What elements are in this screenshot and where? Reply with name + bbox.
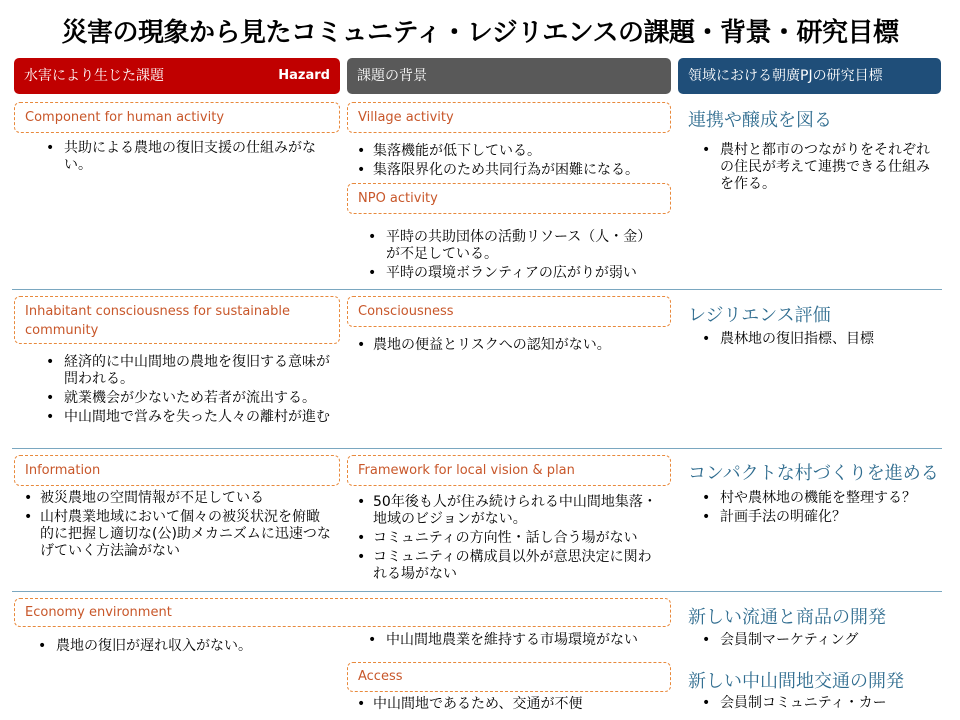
header-goals-label: 領域における朝廣PJの研究目標 (688, 68, 883, 84)
list-item: • 農地の復旧が遅れ収入がない。 (30, 638, 330, 655)
list-item: • 50年後も人が住み続けられる中山間地集落・地域のビジョンがない。 (355, 494, 663, 528)
list-item: • 平時の共助団体の活動リソース（人・金）が不足している。 (360, 229, 660, 263)
list-item: • 中山間地であるため、交通が不便 (355, 696, 670, 713)
label-component: Component for human activity (14, 102, 340, 133)
row4-col1-list (30, 638, 330, 657)
label-village-activity: Village activity (347, 102, 671, 133)
list-item: • 村や農林地の機能を整理する？ (694, 490, 939, 507)
list-item: • コミュニティの構成員以外が意思決定に関われる場がない (355, 549, 663, 583)
goal-resilience-evaluation: レジリエンス評価 (688, 305, 831, 326)
row-separator (12, 448, 942, 449)
goal-compact-village: コンパクトな村づくりを進める (688, 463, 939, 484)
row-separator (12, 289, 942, 290)
list-item: • 農地の便益とリスクへの認知がない。 (355, 337, 670, 354)
row1-col1-list (38, 140, 333, 176)
header-goals (678, 58, 941, 94)
page-title: 災害の現象から見たコミュニティ・レジリエンスの課題・背景・研究目標 (61, 18, 899, 48)
row3-col1-list (22, 490, 332, 562)
row2-goal-list (694, 331, 939, 350)
label-economy-environment: Economy environment (14, 598, 671, 627)
goal-new-distribution: 新しい流通と商品の開発 (688, 607, 886, 628)
row-separator (12, 591, 942, 592)
list-item: • 集落限界化のため共同行為が困難になる。 (355, 162, 670, 179)
list-item: • 経済的に中山間地の農地を復旧する意味が問われる。 (38, 354, 336, 388)
row1-goal-list (694, 142, 939, 195)
list-item: • 計画手法の明確化？ (694, 509, 939, 526)
row1-col2b-list (360, 229, 660, 284)
row4-goal-list (694, 632, 939, 651)
goal-cooperation: 連携や醸成を図る (688, 110, 832, 131)
row4-col2-list (360, 632, 670, 651)
row3-goal-list (694, 490, 939, 528)
label-inhabitant-consciousness: Inhabitant consciousness for sustainable community (14, 296, 340, 344)
list-item: • 中山間地農業を維持する市場環境がない (360, 632, 670, 649)
hazard-tag: Hazard (278, 68, 330, 83)
label-consciousness: Consciousness (347, 296, 671, 327)
list-item: • 平時の環境ボランティアの広がりが弱い (360, 265, 660, 282)
list-item: • 会員制マーケティング (694, 632, 939, 649)
list-item: • コミュニティの方向性・話し合う場がない (355, 530, 663, 547)
row4-goal2-list (694, 695, 939, 714)
list-item: • 集落機能が低下している。 (355, 143, 670, 160)
list-item: • 会員制コミュニティ・カー (694, 695, 939, 712)
list-item: • 農村と都市のつながりをそれぞれの住民が考えて連携できる仕組みを作る。 (694, 142, 939, 193)
row2-col2-list (355, 337, 670, 356)
row2-col1-list (38, 354, 336, 428)
header-hazard-label: 水害により生じた課題 (24, 68, 164, 84)
label-npo-activity: NPO activity (347, 183, 671, 214)
list-item: • 共助による農地の復旧支援の仕組みがない。 (38, 140, 333, 174)
label-information: Information (14, 455, 340, 486)
list-item: • 中山間地で営みを失った人々の離村が進む (38, 409, 336, 426)
list-item: • 被災農地の空間情報が不足している (22, 490, 332, 507)
header-background-label: 課題の背景 (357, 68, 427, 84)
row1-col2-list (355, 143, 670, 181)
row4-col2b-list (355, 696, 670, 715)
header-hazard (14, 58, 340, 94)
goal-new-transport: 新しい中山間地交通の開発 (688, 671, 904, 692)
list-item: • 農林地の復旧指標、目標 (694, 331, 939, 348)
row3-col2-list (355, 494, 663, 585)
label-framework: Framework for local vision & plan (347, 455, 671, 486)
label-access: Access (347, 662, 671, 692)
list-item: • 就業機会が少ないため若者が流出する。 (38, 390, 336, 407)
list-item: • 山村農業地域において個々の被災状況を俯瞰的に把握し適切な(公)助メカニズムに迅速つなげていく方法論がない (22, 509, 332, 560)
header-background (347, 58, 671, 94)
